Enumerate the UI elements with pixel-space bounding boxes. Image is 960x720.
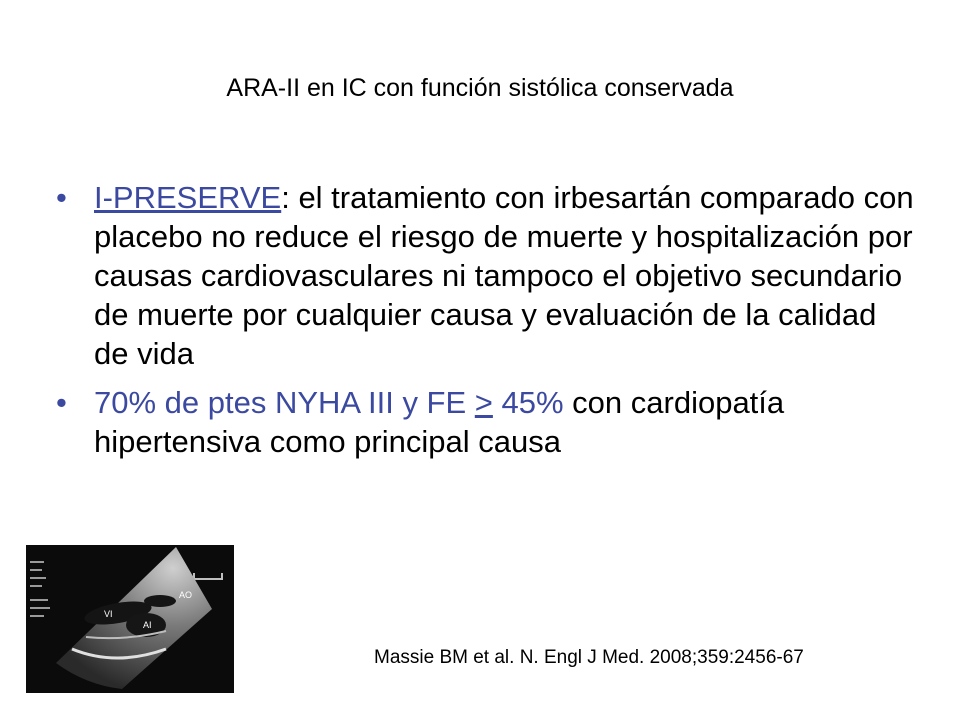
echocardiogram-image xyxy=(26,545,234,693)
label-ai: AI xyxy=(143,620,152,630)
bullet-list xyxy=(56,178,916,471)
bullet-2-text: con cardiopatía hipertensiva como principal causa xyxy=(94,385,785,459)
bullet-item-1 xyxy=(56,178,916,373)
greater-equal-symbol: > xyxy=(474,385,493,420)
highlight-text-start: 70% de ptes NYHA III y FE xyxy=(94,385,475,420)
label-ao: AO xyxy=(179,590,193,600)
echocardiogram-graphic xyxy=(26,545,234,693)
label-vi: VI xyxy=(104,609,113,619)
slide-title: ARA-II en IC con función sistólica conservada xyxy=(226,74,734,102)
i-preserve-link[interactable]: I-PRESERVE xyxy=(94,180,282,215)
highlight-text-end: 45% xyxy=(492,385,564,420)
bullet-item-2 xyxy=(56,383,916,461)
citation: Massie BM et al. N. Engl J Med. 2008;359:2456-67 xyxy=(374,647,804,668)
bullet-marker: • xyxy=(56,180,67,215)
bullet-marker: • xyxy=(56,385,67,420)
bullet-1-text: : el tratamiento con irbesartán comparado con placebo no reduce el riesgo de muerte y hospitalización por causas cardiovasculares ni tampoco el objetivo secundario de muerte por cualquier causa y evaluación de la calidad de vida xyxy=(94,180,914,371)
